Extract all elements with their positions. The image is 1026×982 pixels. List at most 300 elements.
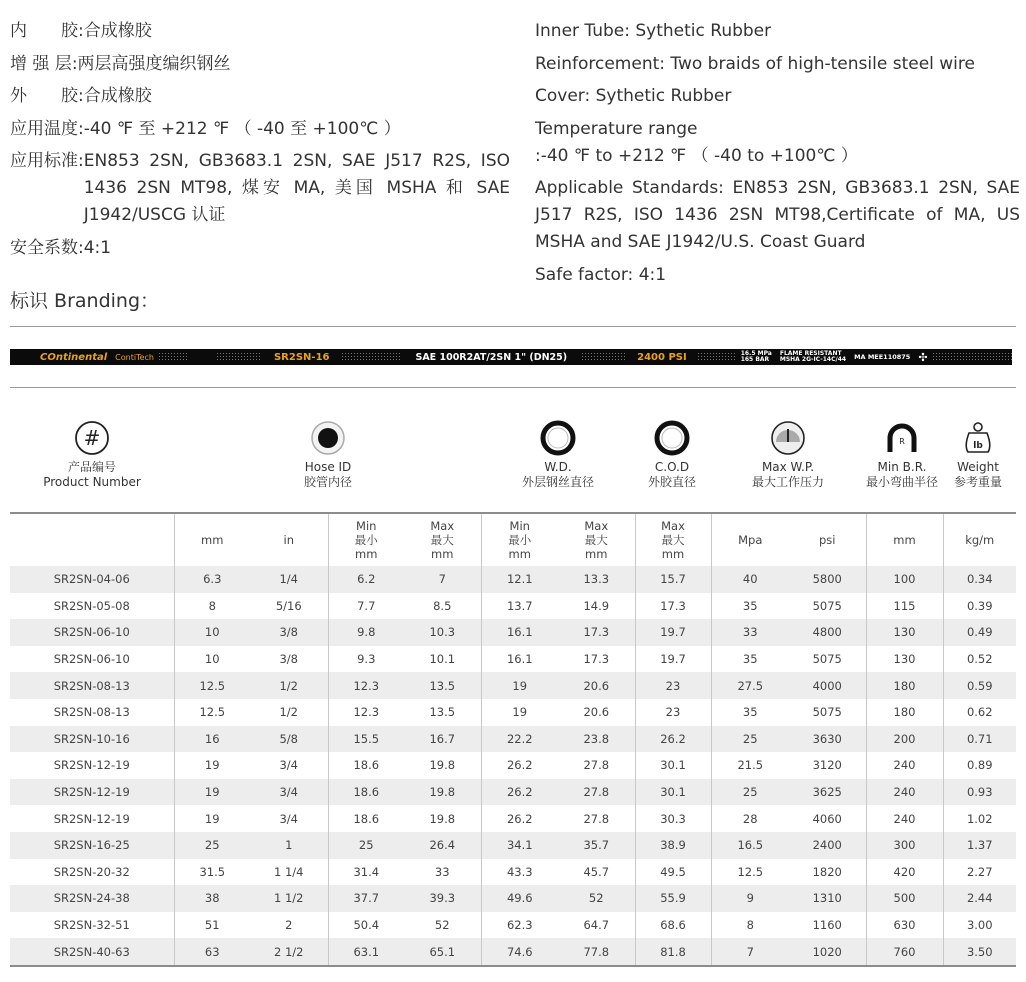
table-cell: 13.3	[558, 566, 635, 593]
table-cell: 5/16	[275, 598, 302, 613]
table-cell: 55.9	[635, 885, 711, 912]
table-cell: 180	[866, 699, 943, 726]
table-cell: 40	[711, 566, 789, 593]
spec-row	[10, 51, 510, 78]
weight-icon	[960, 420, 996, 456]
table-cell: 65.1	[404, 938, 481, 966]
table-cell: 420	[866, 859, 943, 886]
spec-label: Reinforcement:	[535, 53, 671, 74]
table-cell: 8	[711, 912, 789, 939]
table-cell: 10	[174, 619, 250, 646]
table-row	[10, 938, 1016, 966]
table-row	[10, 805, 1016, 832]
table-cell: 25	[711, 726, 789, 753]
header-label: W.D.	[544, 460, 572, 474]
clover-icon: ✣	[918, 350, 928, 364]
table-cell: 0.89	[943, 752, 1016, 779]
table-cell: 100	[866, 566, 943, 593]
header-label: Max W.P.	[761, 460, 815, 474]
unit-header-cell: Min 最小 mm	[328, 513, 404, 566]
table-cell: 19.8	[429, 758, 456, 773]
table-cell: 16.1	[481, 619, 558, 646]
header-label: 产品编号	[67, 460, 116, 474]
product-number-cell: SR2SN-06-10	[10, 619, 174, 646]
product-number-cell: SR2SN-12-19	[10, 779, 174, 806]
branding-title: 标识 Branding：	[10, 290, 160, 312]
table-cell: 240	[866, 779, 943, 806]
spec-row	[535, 116, 1020, 170]
spec-sep: :	[78, 86, 84, 106]
table-cell: 49.5	[635, 859, 711, 886]
table-cell: 760	[866, 938, 943, 966]
header-label: Hose ID	[304, 460, 352, 474]
spec-sep: :	[78, 118, 84, 139]
spec-label: Inner Tube:	[535, 21, 636, 41]
table-cell: 8.5	[433, 598, 452, 613]
spec-row	[535, 262, 1020, 289]
hose-specification-table	[10, 512, 1016, 967]
table-cell: 0.62	[943, 699, 1016, 726]
table-cell: 52	[558, 885, 635, 912]
spec-value: 4:1	[83, 237, 112, 258]
table-cell: 8	[174, 593, 250, 620]
table-cell: 27.8	[583, 811, 610, 826]
table-cell: 50.4	[328, 912, 404, 939]
dot-pattern	[216, 352, 262, 362]
brand-logo-c: C	[40, 351, 48, 363]
table-row	[10, 859, 1016, 886]
product-number-cell: SR2SN-20-32	[53, 864, 130, 879]
spec-row	[10, 235, 510, 262]
product-number-cell: SR2SN-12-19	[53, 758, 130, 773]
cover-od-header	[622, 420, 722, 490]
table-cell: 17.3	[583, 652, 610, 667]
table-cell: 5800	[789, 566, 866, 593]
table-row	[10, 619, 1016, 646]
weight-header	[948, 420, 1008, 490]
brand-sub: ContiTech	[115, 352, 154, 362]
table-cell: 33	[434, 864, 450, 879]
spec-label: 内 胶	[10, 21, 78, 41]
table-cell: 49.6	[481, 885, 558, 912]
table-cell: 19.7	[635, 646, 711, 673]
spec-value: -40 ℉ to +212 ℉ （ -40 to +100℃ ）	[540, 145, 858, 166]
spec-sep: :	[71, 53, 78, 74]
table-cell: 2	[285, 918, 293, 933]
spec-label: 增 强 层	[10, 53, 72, 74]
dot-pattern	[697, 352, 737, 362]
spec-sep: :	[78, 21, 84, 41]
product-number-cell: SR2SN-08-13	[10, 672, 174, 699]
table-cell: 300	[866, 832, 943, 859]
spec-value: 合成橡胶	[83, 86, 152, 106]
table-cell: 1 1/2	[250, 885, 328, 912]
unit-header-cell: Min 最小 mm	[481, 513, 558, 566]
header-label: 最大工作压力	[751, 475, 824, 489]
table-cell: 5075	[812, 598, 842, 613]
spec-row	[10, 83, 510, 110]
table-cell: 16	[174, 726, 250, 753]
table-cell: 2.44	[943, 885, 1016, 912]
table-cell: 13.5	[404, 672, 481, 699]
unit-header-cell: Max 最大 mm	[635, 513, 711, 566]
table-cell: 30.3	[635, 805, 711, 832]
spec-sep: :	[78, 237, 84, 258]
header-label: 最小弯曲半径	[865, 475, 938, 489]
table-cell: 10.3	[404, 619, 481, 646]
product-number-cell: SR2SN-05-08	[53, 598, 130, 613]
header-label: 外层钢丝直径	[521, 475, 594, 489]
spec-label: 应用温度	[10, 118, 78, 139]
dot-pattern	[341, 352, 401, 362]
hose-id-header	[278, 420, 378, 490]
table-cell: 3.00	[943, 912, 1016, 939]
unit-header-cell: in	[250, 513, 328, 566]
table-cell: 0.49	[943, 619, 1016, 646]
svg-text:R: R	[899, 437, 905, 446]
table-cell: 1.37	[943, 832, 1016, 859]
table-cell: 17.3	[558, 619, 635, 646]
spec-value: EN853 2SN, GB3683.1 2SN, SAE J517 R2S, ISO 1436 2SN MT98,Certificate of MA, US MSHA and SAE J1942/U.S. Coast Guard	[535, 178, 1020, 252]
table-cell: 31.5	[174, 859, 250, 886]
table-cell: 26.4	[404, 832, 481, 859]
table-cell: 12.5	[174, 699, 250, 726]
table-cell: 14.9	[583, 598, 610, 613]
table-cell: 4060	[812, 811, 842, 826]
table-cell: 1/2	[279, 705, 298, 720]
product-number-cell: SR2SN-16-25	[10, 832, 174, 859]
table-cell: 6.2	[328, 566, 404, 593]
table-cell: 130	[866, 646, 943, 673]
header-label: Weight	[957, 460, 999, 474]
table-cell: 0.71	[943, 726, 1016, 753]
brand-spec: SAE 100R2AT/2SN 1" (DN25)	[415, 351, 568, 363]
table-cell: 20.6	[558, 672, 635, 699]
table-cell: 25	[328, 832, 404, 859]
svg-text:#: #	[83, 426, 101, 450]
table-cell: 34.1	[481, 832, 558, 859]
table-cell: 0.34	[943, 566, 1016, 593]
table-cell: 3/4	[279, 811, 298, 826]
table-cell: 7.7	[328, 593, 404, 620]
table-cell: 19	[174, 779, 250, 806]
table-cell: 1820	[812, 864, 842, 879]
table-cell: 30.1	[635, 779, 711, 806]
unit-header-cell: Mpa	[711, 513, 789, 566]
table-cell: 630	[866, 912, 943, 939]
min-br-header	[862, 420, 942, 490]
product-number-cell: SR2SN-10-16	[10, 726, 174, 753]
table-cell: 3/4	[279, 758, 298, 773]
table-cell: 45.7	[583, 864, 610, 879]
table-cell: 26.2	[481, 752, 558, 779]
spec-value: EN853 2SN, GB3683.1 2SN, SAE J517 R2S, ISO 1436 2SN MT98, 煤安 MA, 美国 MSHA 和 SAE J1942/USCG 认证	[83, 151, 510, 225]
table-cell: 20.6	[583, 705, 610, 720]
table-cell: 1	[250, 832, 328, 859]
table-cell: 10	[174, 646, 250, 673]
product-number-cell: SR2SN-12-19	[53, 811, 130, 826]
table-cell: 1020	[789, 938, 866, 966]
table-cell: 16.5	[711, 832, 789, 859]
table-cell: 16.7	[404, 726, 481, 753]
table-cell: 64.7	[583, 918, 610, 933]
table-cell: 240	[866, 805, 943, 832]
table-cell: 9	[711, 885, 789, 912]
specs-english	[535, 18, 1020, 294]
product-number-cell: SR2SN-24-38	[10, 885, 174, 912]
table-cell: 12.5	[711, 859, 789, 886]
spec-label: 安全系数	[10, 237, 78, 258]
table-cell: 19	[481, 699, 558, 726]
table-cell: 19.8	[404, 779, 481, 806]
table-cell: 1160	[812, 918, 842, 933]
unit-header-cell: kg/m	[943, 513, 1016, 566]
table-cell: 0.59	[943, 672, 1016, 699]
pressure-gauge-icon	[770, 420, 806, 456]
table-cell: 1/2	[250, 672, 328, 699]
table-cell: 77.8	[558, 938, 635, 966]
unit-header-cell	[10, 513, 174, 566]
table-cell: 130	[866, 619, 943, 646]
table-cell: 200	[866, 726, 943, 753]
divider	[10, 326, 1016, 327]
table-cell: 74.6	[481, 938, 558, 966]
bend-radius-icon	[884, 420, 920, 456]
table-cell: 0.52	[943, 646, 1016, 673]
table-cell: 68.6	[635, 912, 711, 939]
table-cell: 7	[711, 938, 789, 966]
unit-header-cell: Max 最大 mm	[558, 513, 635, 566]
table-cell: 3/4	[250, 779, 328, 806]
table-cell: 63.1	[328, 938, 404, 966]
table-cell: 51	[174, 912, 250, 939]
header-label: 外胶直径	[647, 475, 696, 489]
wire-diameter-header	[508, 420, 608, 490]
table-cell: 18.6	[328, 805, 404, 832]
spec-value: Sythetic Rubber	[635, 21, 772, 41]
table-cell: 38.9	[635, 832, 711, 859]
table-row	[10, 672, 1016, 699]
spec-row	[535, 51, 1020, 78]
table-cell: 2.27	[943, 859, 1016, 886]
table-cell: 5/8	[250, 726, 328, 753]
product-number-cell: SR2SN-40-63	[10, 938, 174, 966]
table-cell: 19.8	[429, 811, 456, 826]
table-cell: 12.3	[328, 672, 404, 699]
spec-value: 两层高强度编织钢丝	[77, 53, 231, 74]
product-number-cell: SR2SN-32-51	[53, 918, 130, 933]
spec-label: 应用标准	[10, 151, 78, 171]
spec-row	[535, 175, 1020, 256]
table-cell: 26.2	[481, 805, 558, 832]
table-cell: 31.4	[328, 859, 404, 886]
table-cell: 18.6	[328, 779, 404, 806]
table-cell: 38	[174, 885, 250, 912]
unit-header-cell: Max 最大 mm	[404, 513, 481, 566]
brand-flame: FLAME RESISTANT MSHA 2G-IC-14C/44	[779, 350, 847, 363]
table-cell: 500	[866, 885, 943, 912]
spec-row	[10, 148, 510, 229]
table-cell: 33	[711, 619, 789, 646]
table-cell: 35.7	[558, 832, 635, 859]
table-cell: 30.1	[635, 752, 711, 779]
hose-id-icon	[310, 420, 346, 456]
unit-header-cell: mm	[866, 513, 943, 566]
table-cell: 13.7	[481, 593, 558, 620]
cover-od-icon	[654, 420, 690, 456]
table-cell: 5075	[812, 705, 842, 720]
table-cell: 19	[481, 672, 558, 699]
table-cell: 23	[635, 699, 711, 726]
spec-sep: :	[78, 151, 84, 171]
table-cell: 6.3	[174, 566, 250, 593]
brand-logo	[10, 352, 111, 363]
header-label: Product Number	[43, 475, 141, 489]
table-body	[10, 566, 1016, 966]
table-cell: 9.8	[328, 619, 404, 646]
table-cell: 25	[711, 779, 789, 806]
table-cell: 18.6	[328, 752, 404, 779]
table-cell: 23	[635, 672, 711, 699]
table-row	[10, 566, 1016, 593]
table-cell: 26.2	[635, 726, 711, 753]
table-cell: 12.3	[328, 699, 404, 726]
table-cell: 1.02	[943, 805, 1016, 832]
table-row	[10, 646, 1016, 673]
table-cell: 240	[866, 752, 943, 779]
table-cell: 62.3	[481, 912, 558, 939]
table-cell: 23.8	[558, 726, 635, 753]
table-cell: 35	[711, 593, 789, 620]
table-cell: 7	[404, 566, 481, 593]
product-number-cell: SR2SN-04-06	[10, 566, 174, 593]
column-icon-header	[10, 420, 1016, 500]
spec-label: Applicable Standards:	[535, 178, 733, 198]
table-cell: 43.3	[481, 859, 558, 886]
unit-header-cell: psi	[789, 513, 866, 566]
table-cell: 81.8	[635, 938, 711, 966]
table-cell: 27.8	[558, 779, 635, 806]
table-cell: 9.3	[328, 646, 404, 673]
dot-pattern	[581, 352, 627, 362]
table-cell: 37.7	[328, 885, 404, 912]
table-cell: 3625	[789, 779, 866, 806]
hash-icon	[74, 420, 110, 456]
table-cell: 27.8	[583, 758, 610, 773]
spec-value: Two braids of high-tensile steel wire	[670, 53, 975, 74]
table-cell: 13.5	[429, 705, 456, 720]
max-wp-header	[738, 420, 838, 490]
spec-value: 合成橡胶	[83, 21, 152, 41]
table-cell: 16.1	[481, 646, 558, 673]
spec-label: Safe factor:	[535, 264, 639, 285]
spec-label: Temperature range :	[535, 118, 698, 166]
header-label: C.O.D	[654, 460, 690, 474]
spec-label: 外 胶	[10, 86, 78, 106]
table-cell: 0.93	[943, 779, 1016, 806]
table-row	[10, 779, 1016, 806]
product-number-cell: SR2SN-06-10	[53, 652, 130, 667]
hose-branding-strip	[10, 349, 1012, 365]
header-label: Min B.R.	[877, 460, 927, 474]
table-row	[10, 832, 1016, 859]
brand-mpa: 16.5 MPa 165 BAR	[740, 350, 772, 363]
brand-logo-text: Ontinental	[47, 351, 108, 363]
table-cell: 2400	[789, 832, 866, 859]
brand-ma: MA MEE110875	[854, 353, 911, 361]
table-cell: 0.39	[943, 593, 1016, 620]
table-row	[10, 726, 1016, 753]
table-cell: 10.1	[429, 652, 456, 667]
spec-label: Cover:	[535, 86, 596, 106]
table-cell: 1310	[789, 885, 866, 912]
unit-header-cell: mm	[174, 513, 250, 566]
table-cell: 15.5	[328, 726, 404, 753]
header-label: 胶管内径	[303, 475, 352, 489]
table-cell: 12.5	[174, 672, 250, 699]
table-row	[10, 912, 1016, 939]
table-row	[10, 699, 1016, 726]
table-cell: 25	[174, 832, 250, 859]
specs-chinese	[10, 18, 510, 267]
table-cell: 22.2	[481, 726, 558, 753]
table-cell: 19.7	[635, 619, 711, 646]
table-cell: 15.7	[635, 566, 711, 593]
wire-diameter-icon	[540, 420, 576, 456]
table-cell: 3630	[789, 726, 866, 753]
dot-pattern	[932, 352, 1012, 362]
table-cell: 1/4	[250, 566, 328, 593]
table-cell: 35	[711, 646, 789, 673]
table-cell: 3/8	[250, 619, 328, 646]
divider	[10, 387, 1016, 388]
table-cell: 180	[866, 672, 943, 699]
table-cell: 28	[711, 805, 789, 832]
table-cell: 52	[434, 918, 450, 933]
table-cell: 5075	[812, 652, 842, 667]
dot-pattern	[158, 352, 188, 362]
table-row	[10, 752, 1016, 779]
spec-value: -40 ℉ 至 +212 ℉ （ -40 至 +100℃ ）	[83, 118, 401, 139]
table-cell: 1 1/4	[274, 864, 304, 879]
spec-row	[535, 83, 1020, 110]
table-cell: 4800	[789, 619, 866, 646]
table-cell: 63	[174, 938, 250, 966]
brand-psi: 2400 PSI	[637, 351, 687, 363]
table-cell: 21.5	[711, 752, 789, 779]
table-row	[10, 593, 1016, 620]
table-cell: 3120	[812, 758, 842, 773]
svg-text:lb: lb	[973, 441, 983, 451]
table-cell: 35	[711, 699, 789, 726]
table-cell: 2 1/2	[250, 938, 328, 966]
table-cell: 27.5	[711, 672, 789, 699]
unit-header-row	[10, 513, 1016, 566]
table-cell: 3/8	[279, 652, 298, 667]
spec-value: Sythetic Rubber	[595, 86, 732, 106]
brand-model: SR2SN-16	[273, 351, 330, 363]
table-cell: 115	[866, 593, 943, 620]
table-cell: 17.3	[635, 593, 711, 620]
table-cell: 39.3	[404, 885, 481, 912]
spec-row	[10, 18, 510, 45]
product-number-header	[42, 420, 142, 490]
spec-value: 4:1	[638, 264, 667, 285]
table-cell: 12.1	[481, 566, 558, 593]
table-row	[10, 885, 1016, 912]
header-label: 参考重量	[953, 475, 1002, 489]
table-cell: 26.2	[481, 779, 558, 806]
